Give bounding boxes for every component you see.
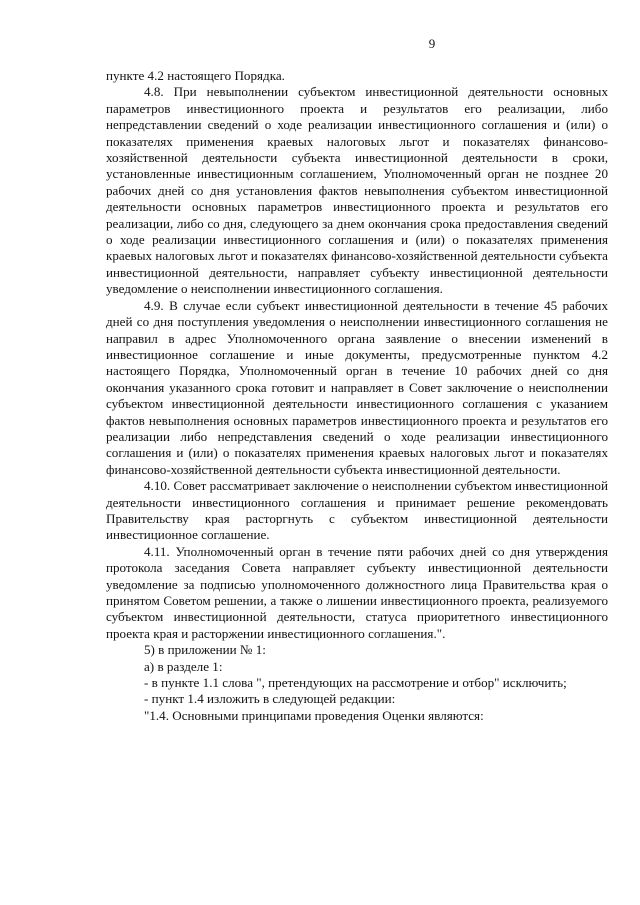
paragraph-quote-1-4: "1.4. Основными принципами проведения Оценки являются:: [144, 707, 484, 723]
document-body: [106, 68, 608, 724]
paragraph-4-8: 4.8. При невыполнении субъектом инвестиционной деятельности основных параметров инвестиционного проекта и результатов его реализации, либо непредставлении сведений о ходе реализации инвестиционного соглашения и (или) о показателях применения краевых налоговых льгот и показателях финансово-хозяйственной деятельности субъекта инвестиционной деятельности в сроки, установленные инвестиционным соглашением, Уполномоченный орган не позднее 20 рабочих дней со дня установления фактов невыполнения субъектом инвестиционной деятельности основных параметров инвестиционного проекта и результатов его реализации, либо со дня, следующего за днем окончания срока предоставления сведений о ходе реализации инвестиционного соглашения и (или) о показателях применения краевых налоговых льгот и показателях финансово-хозяйственной деятельности субъекта инвестиционной деятельности, направляет субъекту инвестиционной деятельности уведомление о неисполнении инвестиционного соглашения.: [106, 84, 608, 297]
paragraph-item-1-4: - пункт 1.4 изложить в следующей редакции:: [144, 691, 396, 707]
paragraph-4-11: 4.11. Уполномоченный орган в течение пяти рабочих дней со дня утверждения протокола заседания Совета направляет субъекту инвестиционной деятельности уведомление за подписью уполномоченного должностного лица Правительства края о принятом Советом решении, а также о лишении инвестиционного проекта, реализуемого субъектом инвестиционной деятельности, статуса приоритетного инвестиционного проекта края и расторжении инвестиционного соглашения.".: [106, 543, 608, 641]
paragraph-item-5: 5) в приложении № 1:: [144, 642, 266, 658]
paragraph-4-10: 4.10. Совет рассматривает заключение о неисполнении субъектом инвестиционной деятельности инвестиционного соглашения и принимает решение рекомендовать Правительству края расторгнуть с субъектом инвестиционной деятельности инвестиционное соглашение.: [106, 478, 608, 543]
paragraph-continuation: пункте 4.2 настоящего Порядка.: [106, 68, 285, 83]
paragraph-item-a: а) в разделе 1:: [144, 658, 223, 674]
page-number: 9: [428, 36, 436, 51]
paragraph-4-9: 4.9. В случае если субъект инвестиционной деятельности в течение 45 рабочих дней со дня поступления уведомления о неисполнении инвестиционного соглашения не направил в адрес Уполномоченного органа заявление о внесении изменений в инвестиционное соглашение и иные документы, предусмотренные пунктом 4.2 настоящего Порядка, Уполномоченный орган в течение 10 рабочих дней со дня окончания указанного срока готовит и направляет в Совет заключение о неисполнении субъектом инвестиционной деятельности инвестиционного соглашения с указанием фактов невыполнения основных параметров инвестиционного проекта и результатов его реализации либо непредставления сведений о ходе реализации инвестиционного соглашения и (или) о показателях применения краевых налоговых льгот и показателях финансово-хозяйственной деятельности субъекта инвестиционной деятельности.: [106, 297, 608, 477]
paragraph-item-1-1: - в пункте 1.1 слова ", претендующих на рассмотрение и отбор" исключить;: [144, 675, 567, 691]
